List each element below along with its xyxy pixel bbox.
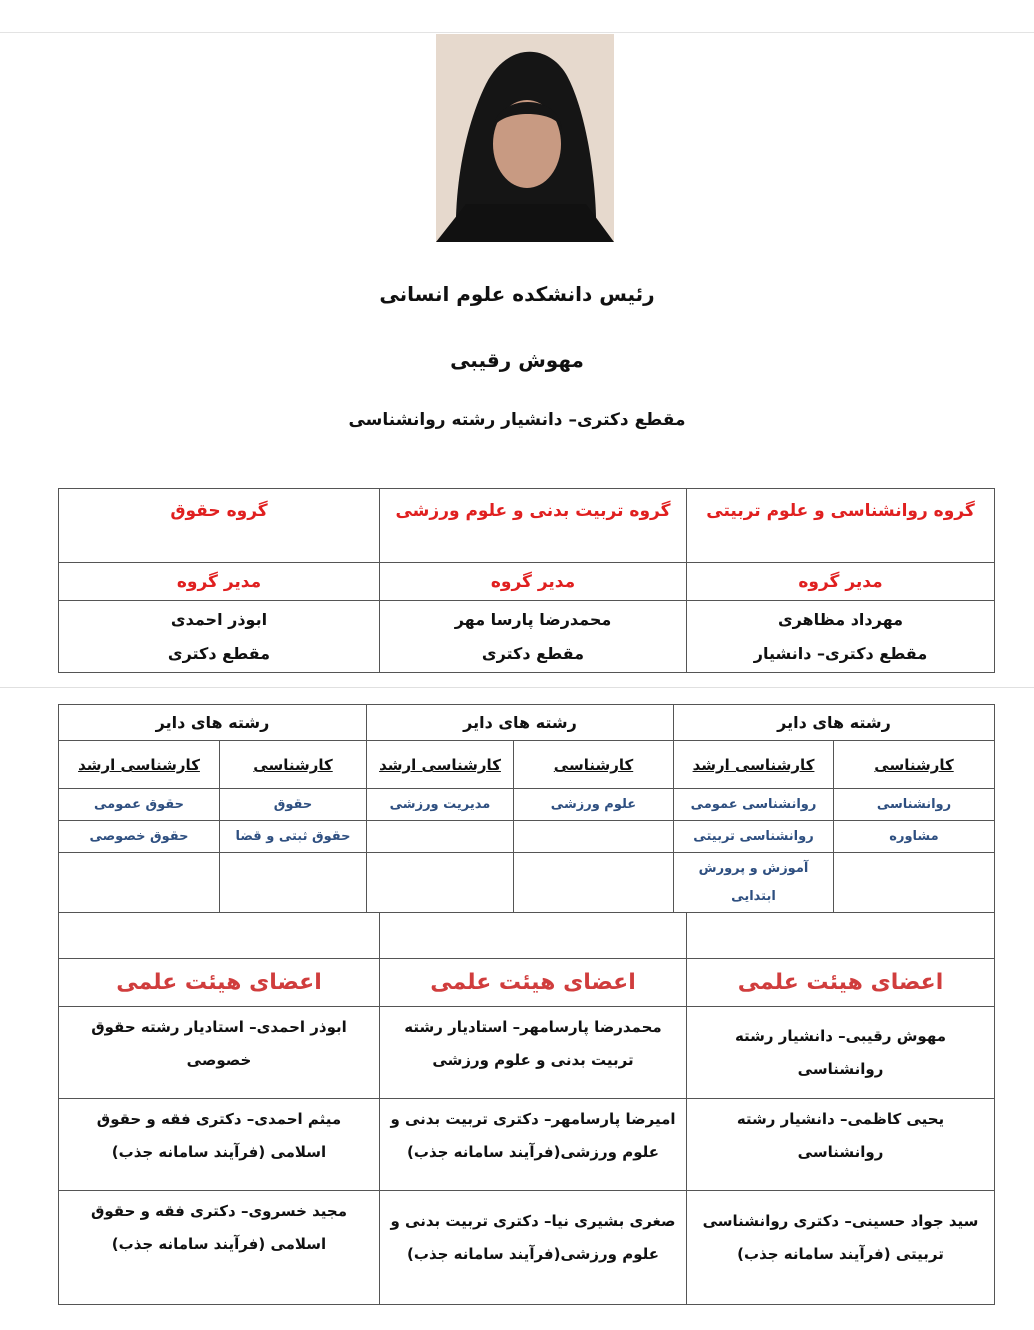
faculty-header: اعضای هیئت علمی: [380, 959, 687, 1007]
manager-cell: [687, 601, 995, 673]
faculty-member: صغری بشیری نیا– دکتری تربیت بدنی و علوم ورزشی(فرآیند سامانه جذب): [380, 1191, 687, 1305]
group-title: گروه تربیت بدنی و علوم ورزشی: [380, 489, 687, 563]
field-cell: [220, 853, 367, 913]
field-cell: [367, 821, 514, 853]
fields-header: رشته های دایر: [674, 705, 995, 741]
groups-table: [58, 488, 995, 673]
master-header: کارشناسی ارشد: [78, 756, 200, 774]
bachelor-header: کارشناسی: [553, 756, 634, 774]
faculty-header: اعضای هیئت علمی: [59, 959, 380, 1007]
faculty-member: محمدرضا پارسامهر– استادیار رشته تربیت بدنی و علوم ورزشی: [380, 1007, 687, 1099]
manager-degree: مقطع دکتری: [481, 643, 585, 663]
group-title: گروه روانشناسی و علوم تربیتی: [687, 489, 995, 563]
manager-cell: [380, 601, 687, 673]
field-cell: حقوق عمومی: [59, 789, 220, 821]
manager-name: مهرداد مظاهری: [777, 609, 904, 629]
field-cell: حقوق: [220, 789, 367, 821]
field-cell: آموزش و پرورش ابتدایی: [674, 853, 834, 913]
field-cell: [514, 821, 674, 853]
master-header: کارشناسی ارشد: [692, 756, 815, 774]
field-cell: [59, 853, 220, 913]
manager-label: مدیر گروه: [380, 563, 687, 601]
manager-label: مدیر گروه: [59, 563, 380, 601]
dean-degree: مقطع دکتری– دانشیار رشته روانشناسی: [348, 410, 686, 430]
faculty-member: سید جواد حسینی– دکتری روانشناسی تربیتی (فرآیند سامانه جذب): [687, 1191, 995, 1305]
field-cell: [834, 853, 995, 913]
manager-degree: مقطع دکتری: [167, 643, 271, 663]
field-cell: روانشناسی عمومی: [674, 789, 834, 821]
field-cell: حقوق خصوصی: [59, 821, 220, 853]
manager-degree: مقطع دکتری– دانشیار: [753, 643, 928, 663]
faculty-member: ابوذر احمدی– استادیار رشته حقوق خصوصی: [59, 1007, 380, 1099]
field-cell: [514, 853, 674, 913]
faculty-member: مهوش رقیبی– دانشیار رشته روانشناسی: [687, 1007, 995, 1099]
field-cell: روانشناسی تربیتی: [674, 821, 834, 853]
page-title: رئیس دانشکده علوم انسانی: [379, 282, 655, 306]
fields-table: [58, 704, 995, 913]
master-header: کارشناسی ارشد: [379, 756, 501, 774]
dean-name: مهوش رقیبی: [450, 348, 584, 372]
fields-header: رشته های دایر: [59, 705, 367, 741]
faculty-header: اعضای هیئت علمی: [687, 959, 995, 1007]
manager-name: محمدرضا پارسا مهر: [454, 609, 612, 629]
field-cell: مشاوره: [834, 821, 995, 853]
fields-header: رشته های دایر: [367, 705, 674, 741]
manager-label: مدیر گروه: [687, 563, 995, 601]
faculty-member: میثم احمدی– دکتری فقه و حقوق اسلامی (فرآیند سامانه جذب): [59, 1099, 380, 1191]
field-cell: علوم ورزشی: [514, 789, 674, 821]
field-cell: [367, 853, 514, 913]
manager-cell: [59, 601, 380, 673]
faculty-table: [58, 912, 995, 1305]
group-title: گروه حقوق: [59, 489, 380, 563]
dean-photo: [436, 34, 614, 242]
manager-name: ابوذر احمدی: [170, 609, 268, 629]
page-break-line: [0, 687, 1034, 688]
field-cell: حقوق ثبتی و قضا: [220, 821, 367, 853]
bachelor-header: کارشناسی: [874, 756, 954, 774]
faculty-member: مجید خسروی– دکتری فقه و حقوق اسلامی (فرآیند سامانه جذب): [59, 1191, 380, 1305]
faculty-member: امیرضا پارسامهر– دکتری تربیت بدنی و علوم ورزشی(فرآیند سامانه جذب): [380, 1099, 687, 1191]
bachelor-header: کارشناسی: [253, 756, 333, 774]
faculty-member: یحیی کاظمی– دانشیار رشته روانشناسی: [687, 1099, 995, 1191]
field-cell: مدیریت ورزشی: [367, 789, 514, 821]
field-cell: روانشناسی: [834, 789, 995, 821]
top-divider: [0, 32, 1034, 33]
